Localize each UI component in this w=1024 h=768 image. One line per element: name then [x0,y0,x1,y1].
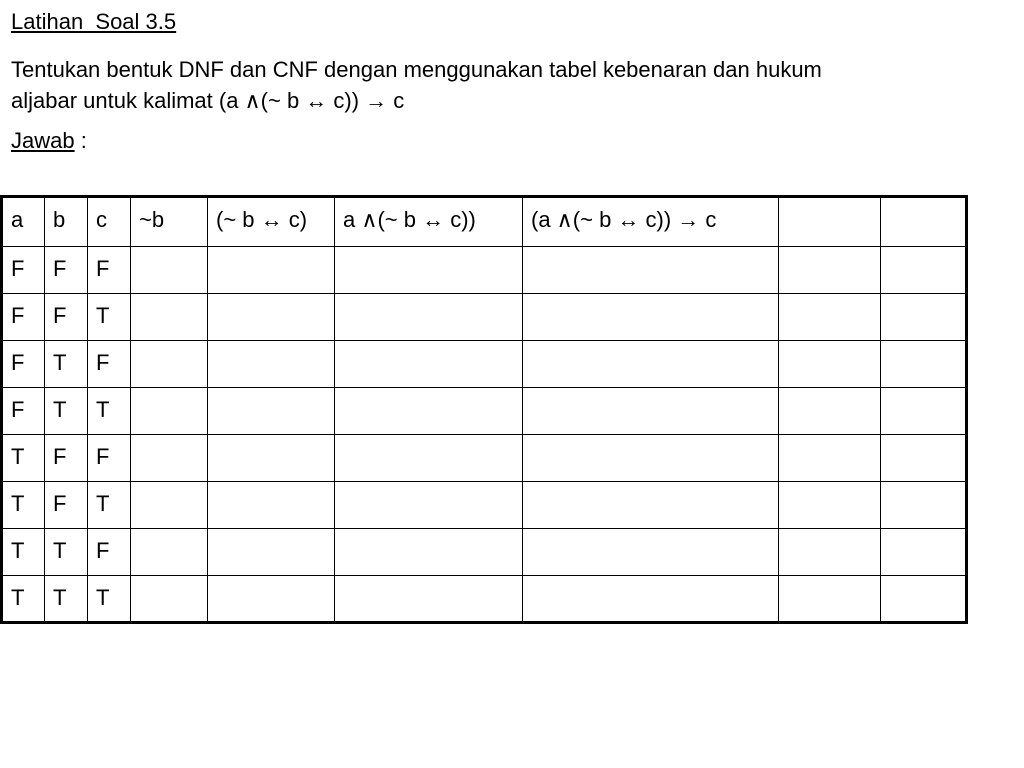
column-header-9 [881,197,967,247]
table-cell [131,576,208,623]
exercise-title: Latihan Soal 3.5 [11,9,177,34]
table-cell: F [88,529,131,576]
table-row [2,529,967,576]
table-cell [523,294,779,341]
table-cell: F [45,294,88,341]
column-header-8 [779,197,881,247]
table-cell [335,388,523,435]
table-cell: T [2,482,45,529]
table-cell: F [88,341,131,388]
truth-table [0,195,968,624]
table-cell [208,341,335,388]
column-header-4: ~b [131,197,208,247]
table-cell [335,435,523,482]
table-cell [881,482,967,529]
column-header-7: (a ∧(~ b ↔ c)) → c [523,197,779,247]
table-cell [131,341,208,388]
truth-table-header-row [2,197,967,247]
table-cell: F [88,247,131,294]
table-cell: T [88,482,131,529]
table-row [2,482,967,529]
table-cell: F [2,247,45,294]
table-cell [208,247,335,294]
table-cell [779,576,881,623]
table-cell [779,294,881,341]
answer-heading [11,127,87,155]
table-cell [131,435,208,482]
table-cell: F [45,482,88,529]
table-cell: T [88,576,131,623]
table-cell [523,341,779,388]
column-header-2: b [45,197,88,247]
table-cell: F [45,247,88,294]
table-cell [523,529,779,576]
table-cell [523,482,779,529]
table-cell [881,388,967,435]
table-cell: F [2,388,45,435]
table-row [2,435,967,482]
question-text [11,54,1001,116]
table-cell: T [45,341,88,388]
table-cell [335,341,523,388]
table-cell: T [2,576,45,623]
table-cell [881,341,967,388]
column-header-5: (~ b ↔ c) [208,197,335,247]
table-cell: T [88,294,131,341]
table-cell: F [45,435,88,482]
table-cell [881,576,967,623]
table-cell [208,529,335,576]
table-cell [208,576,335,623]
table-cell: F [2,341,45,388]
table-cell [779,388,881,435]
table-cell [335,576,523,623]
table-cell [131,529,208,576]
answer-label: Jawab [11,128,75,153]
table-cell: T [45,576,88,623]
table-cell [881,529,967,576]
table-cell [208,435,335,482]
question-line-1: Tentukan bentuk DNF dan CNF dengan menggunakan tabel kebenaran dan hukum [11,57,822,82]
table-row [2,388,967,435]
table-row [2,247,967,294]
column-header-1: a [2,197,45,247]
table-cell: T [2,435,45,482]
table-cell [779,529,881,576]
table-cell [523,435,779,482]
table-cell [208,482,335,529]
table-row [2,294,967,341]
table-cell [523,247,779,294]
table-cell [208,294,335,341]
table-cell [131,294,208,341]
table-cell: T [88,388,131,435]
table-cell [208,388,335,435]
question-line-2: aljabar untuk kalimat (a ∧(~ b ↔ c)) → c [11,88,405,113]
table-cell [335,529,523,576]
table-cell [779,247,881,294]
table-cell [881,294,967,341]
table-cell: T [2,529,45,576]
table-cell [131,482,208,529]
table-cell: F [88,435,131,482]
answer-colon: : [74,128,87,153]
table-cell [779,341,881,388]
table-cell: T [45,529,88,576]
table-row [2,576,967,623]
table-cell [335,247,523,294]
table-cell [881,435,967,482]
table-cell [779,435,881,482]
table-cell [335,482,523,529]
table-cell [523,388,779,435]
table-cell [131,247,208,294]
table-cell: T [45,388,88,435]
column-header-6: a ∧(~ b ↔ c)) [335,197,523,247]
column-header-3: c [88,197,131,247]
table-cell [335,294,523,341]
table-row [2,341,967,388]
table-cell: F [2,294,45,341]
table-cell [881,247,967,294]
table-cell [523,576,779,623]
table-cell [131,388,208,435]
table-cell [779,482,881,529]
